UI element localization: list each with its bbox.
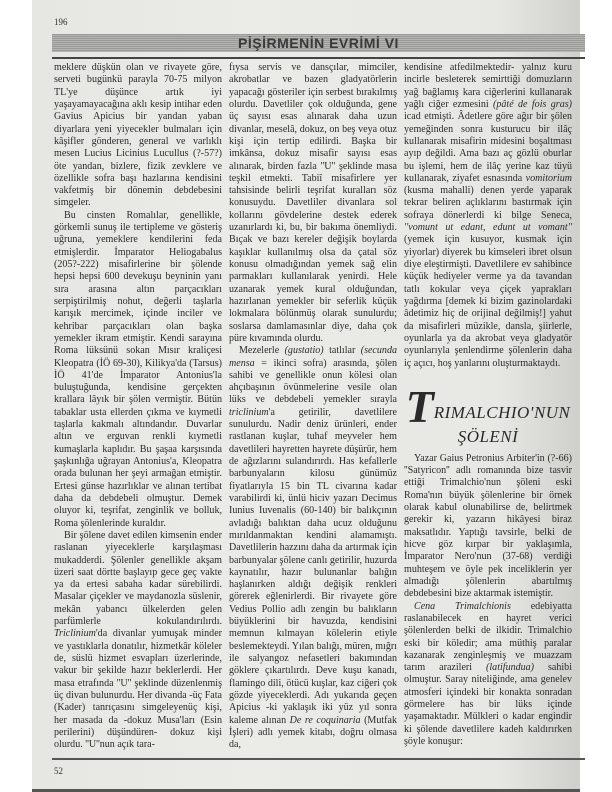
text-run: Bir şölene davet edilen kimsenin ender raslanan yiyeceklerle karşılaşması mukadderdi. Şölenler genellikle akşam üzeri saat dörtte başlayıp gece geç vakte ya da ertesi sabaha kadar sürebilirdi. Masalar çiçekler ve maydanozla süslenir, mekân yabancı ülkelerden gelen parfümlerle kokulandırılırdı. [54, 529, 222, 628]
chapter-title: PİŞİRMENİN EVRİMİ VI [238, 35, 399, 51]
footer-rule [52, 758, 585, 760]
text-run: Mezelerle [239, 345, 285, 357]
italic-term: (gustatio) [284, 345, 324, 357]
page-number-bottom: 52 [54, 766, 63, 776]
paragraph: meklere düşkün olan ve rivayete göre, serveti bugünkü parayla 70-75 milyon TL'ye düşünce artık iyi yaşayamayacağına aklı kesip intihar eden Gavius Apicius bir yandan yaban diyarlara yeni yiyecekler bulmaları için kâşifler gönderen, general ve varlıklı mesen Lucius Licinius Lucullus (?-57?) öte yandan, bizlere, fizik zevklere ve özellikle sofra başı hazlarına kendisini vakfetmiş bir dönemin debdebesini simgeler. [54, 62, 222, 209]
drop-cap: T [405, 380, 434, 432]
page-number-top: 196 [54, 17, 68, 27]
paragraph [54, 530, 222, 752]
paragraph: Bu cinsten Romalılar, genellikle, görkemli sunuş ile tertipleme ve gösteriş uğruna, yemeklere kendilerini feda etmişlerdir. İmparator Heliogabalus (205?-222) misafirlerine bir şölende hepsi hepsi 600 devekuşu beyninin yanı sıra arasına altın parçacıkları serpiştirilmiş nohut, değerli taşlarla karışık mercimek, içinde inciler ve kehribar parçacıkları olan başka yemekler ikram etmiştir. Kendi sarayına Roma lüksünü sokan Mısır kraliçesi Kleopatra (İÖ 69-30), Kilikya'da (Tarsus) İÖ 41'de İmparator Antonius'la buluştuğunda, kendisine gerçekten krallara lâyık bir şölen vermiştir. Bütün tabaklar usta ellerden çıkma ve kıymetli taşlarla kakmalı altındandır. Duvarlar altın ve erguvan renkli kıymetli kumaşlarla kaplıdır. Bu şaşaa karşısında şaşkınlığa uğrayan Antonius'a, Kleopatra orada bulunan her şeyi armağan etmiştir. Ertesi günse hazırlıklar ve alınan tertibat daha da debdebeli olmuştur. Demek oluyor ki, teşrifat, zenginlik ve bolluk, Roma şölenlerinde kuraldır. [54, 209, 222, 529]
text-run: tatlılar [323, 345, 361, 357]
italic-term: (pâté de fois gras) [493, 98, 572, 110]
italic-term: Triclinium [54, 628, 96, 640]
italic-term: (secunda mensa [229, 345, 397, 369]
italic-term: (latifundua) [486, 662, 535, 674]
text-run: = ikinci sofra) arasında, şölen sahibi ve genellikle onun kölesi olan ahçıbaşının övünmelerine vesile olan lüks ve debdebeli yemekler sırayla [229, 357, 397, 406]
text-run: 'a getirilir, davetlilere sunulurdu. Nadir deniz ürünleri, ender rastlanan kuşlar, tuhaf meyveler hem davetlileri hayretten hayrete düşürür, hem de ağızlarını sulandırırdı. Has kefallerle barbunyaların kilosu günümüz fiyatlarıyla 15 bin TL civarına kadar varabilirdi ki, ünlü hiciv yazarı Decimus Iunius Iuvenalis (60-140) bir balıkçının avladığı balıktan daha ucuz olduğunu mırıldanmaktan kendini alamamıştı. Davetlilerin hazzını daha da artırmak için barbunyalar şölene canlı getirilir, huzurda kaynatılır, hazır bulunanlar balığın haşlanırken aldığı değişik renkleri görerek eğlenirlerdi. Bir rivayete göre Vedius Pollio adlı zengin bu balıkların büyüklerini bir havuzda, kendisini memnun kılmayan kölelerin etiyle beslemekteydi. Yılan balığı, müren, mığrı ile salyangoz nefasetleri bakımından göklere çıkartılırdı. Deve kuşu kanadı, flamingo dili, ötücü kuşlar, kaz ciğeri çok gözde yiyeceklerdi. Adı yukarıda geçen Apicius -ki yaklaşık iki yüz yıl sonra kaleme alınan [229, 406, 397, 726]
italic-term: ''vomunt ut edant, edunt ut vomant'' [404, 222, 572, 234]
section-heading [404, 380, 572, 446]
text-run: icad etmişti. Âdetlere göre ağır bir şölen yemeğinden sonra kusturucu bir ilâç kullanarak misafirin midesini boşaltması ayıp değildi. Ama bazı aç gözlü oburlar bu işlemi, hem de ilâç yerine kaz tüyü kullanarak, ziyafet esnasında [404, 111, 572, 184]
paragraph: fıysa servis ve dansçılar, mimciler, akrobatlar ve bazen gladyatörlerin yapacağı gösteriler için serbest bırakılmış olurdu. Davetliler çok olduğunda, gene üç sayısı esas alınarak daha uzun divanlar, meselâ, dokuz, on beş veya otuz kişi için tertip edilirdi. Başka bir imkânsa, dokuz misafir sayısı esas alınarak, birden fazla ''U'' şeklinde masa teşkil etmekti. Tabiî misafirlere yer tahsisinde belirli teşrifat kuralları söz konusuydu. Davetliler divanlara sol kollarını gövdelerine destek ederek uzanırlardı ki, bu, bir bakıma önemliydi. Bıçak ve bazı kereler değişik boylarda kaşıklar kullanılmış olsa da çatal söz konusu olmadığından yemek sağ elin parmakları kullanılarak yenirdi. Hele uzanarak yemek kural olduğundan, hazırlanan yemekler bir seferlik küçük lokmalara bölünmüş olarak sunulurdu; soslarsa damlamasınlar diye, daha çok püre kıvamında olurdu. [229, 62, 397, 344]
chapter-header-band [52, 34, 585, 52]
paragraph [404, 62, 572, 370]
italic-term: vomitorium [525, 172, 572, 184]
text-run: (kusma mahalli) denen yerde yaparak tekrar beliren açlıklarını bastırmak için sofraya dönerlerdi ki bilge Seneca, [404, 185, 572, 221]
section-heading-line1: RIMALCHIO'NUN [433, 402, 571, 422]
text-run: sahibi olmuştur. Saray niteliğinde, ama genelev atmosferi içindeki bir konakta sonradan görmelere has bir lüks içinde yaşamaktadır. Mülkleri o kadar engindir ki şölende davetlilere kadeh kaldırırken şöyle konuşur: [404, 662, 572, 747]
section-heading-line2: ŞÖLENİ [457, 426, 519, 446]
italic-term: De re coquinaria [289, 714, 361, 726]
paragraph: Yazar Gaius Petronius Arbiter'in (?-66) ''Satyricon'' adlı romanında bize tasvir ettiği Trimalchio'nun şöleni eski Roma'nın büyük şölenlerine bir örnek olarak kabul olunabilirse de, belirtmek gerekir ki, yazarın hikâyesi biraz maksatlıdır. Yaptığı tavsirle, belki de hicve göz kırpar bir yaklaşımla, İmparator Nero'nun (37-68) verdiği muhteşem ve öyle pek inceliklerin yer almadığı şölenlerin abartılmış debdebesini bize aktarmak istemiştir. [404, 452, 572, 600]
text-column-right [404, 62, 572, 748]
text-run: edebiyatta raslanabilecek en hayret verici şölenlerden belki de ilkidir. Trimalchio eski bir köledir; ama müthiş paralar kazanarak zenginleşmiş ve muazzam tarım arazileri [404, 600, 572, 674]
header-rule [52, 57, 585, 59]
paragraph [404, 601, 572, 749]
text-run: (yemek için kusuyor, kusmak için yiyorlar) diyerek bu kimseleri ibret olsun diye eleştirmişti. Davetlilere ev sahibince küçük hediyeler verme ya da tavandan tatlı kokular veya çiçek yaprakları yağdırma [demek ki bizim gazinolardaki âdetimiz hiç de orijinal değilmiş!] yahut da misafirleri müzikle, dansla, şiirlerle, oyunlarla ya da akrobat veya gladyatör oyunlarıyla şenlendirme şölenlerin daha iç açıcı, hoş yanlarını oluşturmaktaydı. [404, 234, 572, 369]
paragraph [229, 345, 397, 751]
text-run: 'da divanlar yumuşak minder ve yastıklarla donatılır, hizmetkâr köleler de, süslü hizmet esvapları üzerlerinde, vakur bir şekilde hazır beklerlerdi. Her masa etrafında ''U'' şeklinde düzenlenmiş üç divan bulunurdu. Her divanda -üç Fata (Kader) tanrıçasını simgeleyenüç kişi, her masada da -dokuz Musa'ları (Esin perilerini) düşündüren- dokuz kişi olurdu. ''U''nun açık tara- [54, 628, 222, 751]
italic-term: triclinium [229, 406, 269, 418]
text-column-middle [229, 62, 397, 752]
text-run: kendisine atfedilmektedir- yalnız kuru incirle besleterek semirttiği domuzların yağ bağlamış kara ciğerlerini kullanarak yağlı ciğer ezmesini [404, 62, 572, 110]
text-run: (Mutfak İşleri) adlı yemek kitabı, doğru olmasa da, [229, 714, 397, 751]
text-column-left [54, 62, 222, 752]
italic-term: Cena Trimalchionis [414, 600, 511, 612]
